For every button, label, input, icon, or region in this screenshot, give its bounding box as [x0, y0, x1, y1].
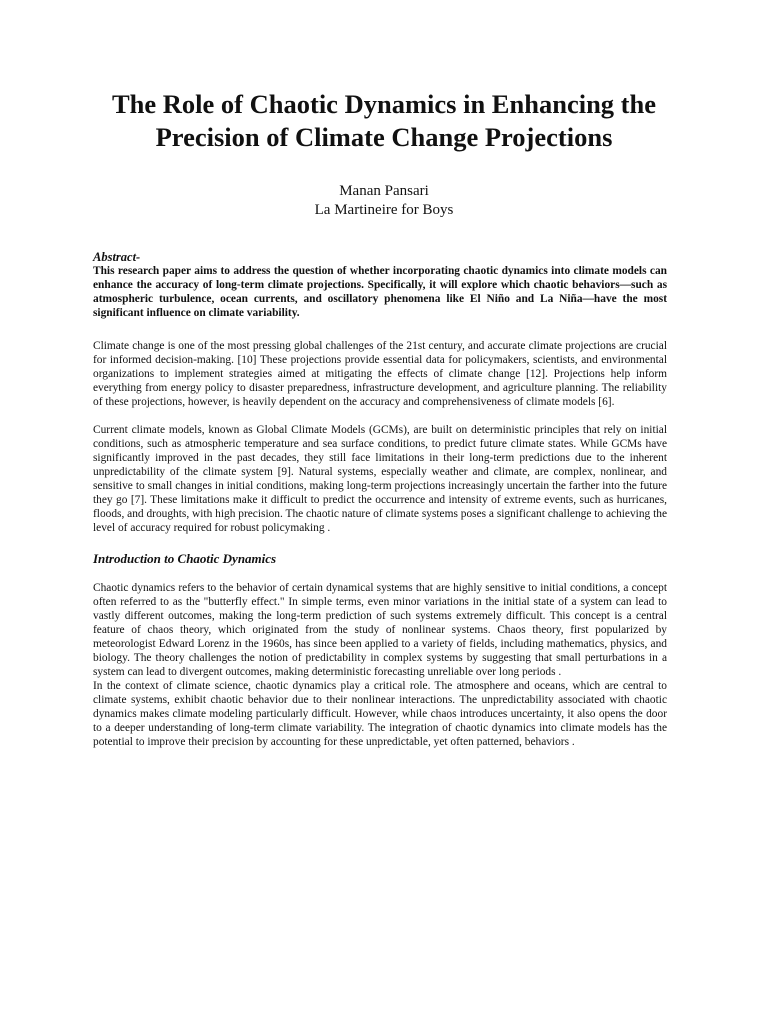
paper-body [93, 250, 667, 749]
body-paragraph-3: Chaotic dynamics refers to the behavior of certain dynamical systems that are highly sensitive to initial conditions, a concept often referred to as the "butterfly effect." In simple terms, even minor variations in the initial state of a system can lead to vastly different outcomes, making the long-term prediction of such systems extremely difficult. This concept is a central feature of chaos theory, which originated from the study of nonlinear systems. Chaos theory, first popularized by meteorologist Edward Lorenz in the 1960s, has since been applied to a variety of fields, including mathematics, physics, and biology. The theory challenges the notion of predictability in complex systems by suggesting that small perturbations in a system can lead to divergent outcomes, making deterministic forecasting unreliable over long periods . [93, 582, 667, 678]
abstract-label: Abstract- [93, 250, 141, 264]
author-block [60, 182, 708, 220]
abstract-text: This research paper aims to address the question of whether incorporating chaotic dynamics into climate models can enhance the accuracy of long-term climate projections. Specifically, it will explore which chaotic behaviors—such as atmospheric turbulence, ocean currents, and oscillatory phenomena like El Niño and La Niña—have the most significant influence on climate variability. [93, 265, 667, 319]
section-heading: Introduction to Chaotic Dynamics [93, 551, 277, 566]
body-paragraph-2: Current climate models, known as Global Climate Models (GCMs), are built on deterministic principles that rely on initial conditions, such as atmospheric temperature and sea surface conditions, to predict future climate states. While GCMs have significantly improved in the past decades, they still face limitations in their long-term predictions due to the inherent unpredictability of the climate system [9]. Natural systems, especially weather and climate, are complex, nonlinear, and sensitive to small changes in initial conditions, making long-term projections increasingly uncertain the farther into the future they go [7]. These limitations make it difficult to predict the occurrence and intensity of extreme events, such as hurricanes, floods, and droughts, with high precision. The chaotic nature of climate systems poses a significant challenge to achieving the level of accuracy required for robust policymaking . [93, 424, 667, 534]
author-affiliation: La Martineire for Boys [314, 202, 454, 218]
body-paragraph-1: Climate change is one of the most pressing global challenges of the 21st century, and accurate climate projections are crucial for informed decision-making. [10] These projections provide essential data for policymakers, scientists, and environmental organizations to implement strategies aimed at mitigating the effects of climate change [12]. Projections help inform everything from energy policy to disaster preparedness, infrastructure development, and agriculture planning. The reliability of these projections, however, is heavily dependent on the accuracy and comprehensiveness of climate models [6]. [93, 340, 667, 408]
paper-title: The Role of Chaotic Dynamics in Enhancing the Precision of Climate Change Projections [111, 89, 657, 152]
author-name: Manan Pansari [339, 183, 429, 199]
body-paragraph-4: In the context of climate science, chaotic dynamics play a critical role. The atmosphere and oceans, which are central to climate systems, exhibit chaotic behavior due to their nonlinear interactions. The unpredictability associated with chaotic dynamics makes climate modeling particularly difficult. However, while chaos introduces uncertainty, it also opens the door to a deeper understanding of long-term climate variability. The integration of chaotic dynamics into climate models has the potential to improve their precision by accounting for these unpredictable, yet often patterned, behaviors . [93, 680, 667, 748]
